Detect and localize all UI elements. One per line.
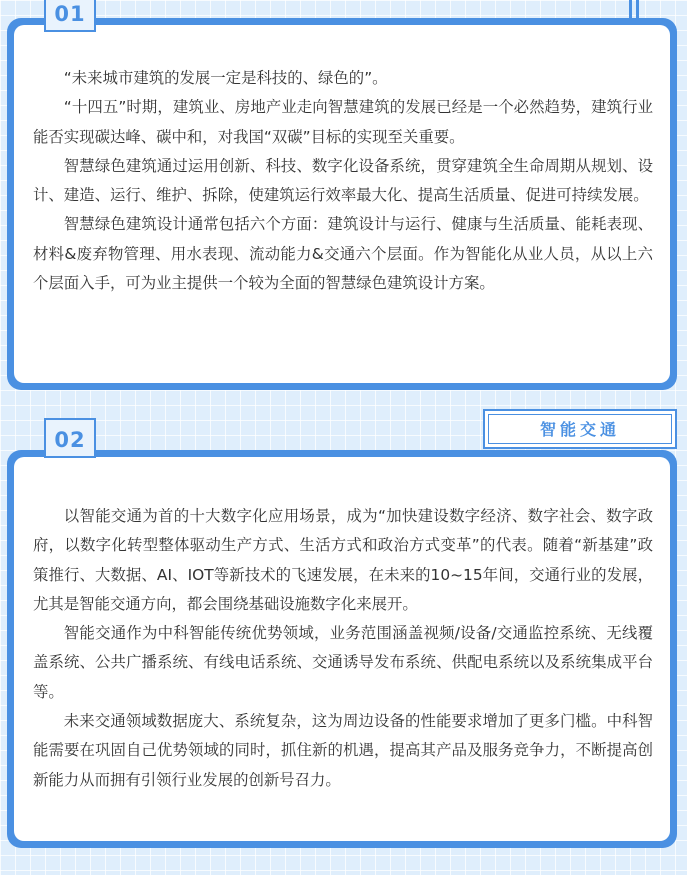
section-number-badge-2: [44, 418, 96, 458]
decorative-bar: [636, 0, 639, 18]
paragraph: “十四五”时期，建筑业、房地产业走向智慧建筑的发展已经是一个必然趋势，建筑行业能否实现碳达峰、碳中和，对我国“双碳”目标的实现至关重要。: [33, 98, 653, 146]
section-number-1: 01: [54, 2, 86, 26]
decorative-bar: [629, 0, 632, 18]
paragraph: 未来交通领域数据庞大、系统复杂，这为周边设备的性能要求增加了更多门槛。中科智能需要在巩固自己优势领域的同时，抓住新的机遇，提高其产品及服务竞争力，不断提高创新能力从而拥有引领行业发展的创新号召力。: [33, 712, 653, 789]
section-number-2: 02: [54, 428, 86, 452]
section-2-text: [33, 502, 653, 795]
paragraph: 智能交通作为中科智能传统优势领域，业务范围涵盖视频/设备/交通监控系统、无线覆盖系统、公共广播系统、有线电话系统、交通诱导发布系统、供配电系统以及系统集成平台等。: [33, 624, 653, 701]
paragraph: 智慧绿色建筑通过运用创新、科技、数字化设备系统，贯穿建筑全生命周期从规划、设计、建造、运行、维护、拆除，使建筑运行效率最大化、提高生活质量、促进可持续发展。: [33, 156, 653, 205]
paragraph: 以智能交通为首的十大数字化应用场景，成为“加快建设数字经济、数字社会、数字政府，以数字化转型整体驱动生产方式、生活方式和政治方式变革”的代表。随着“新基建”政策推行、大数据、AI、IOT等新技术的飞速发展，在未来的10~15年间，交通行业的发展，尤其是智能交通方向，都会围绕基础设施数字化来展开。: [33, 507, 653, 613]
section-1-text: [33, 64, 653, 298]
paragraph: 智慧绿色建筑设计通常包括六个方面：建筑设计与运行、健康与生活质量、能耗表现、材料&废弃物管理、用水表现、流动能力&交通六个层面。作为智能化从业人员，从以上六个层面入手，可为业主提供一个较为全面的智慧绿色建筑设计方案。: [33, 215, 653, 293]
section-title-2: 智能交通: [539, 420, 620, 439]
section-title-box-2: [483, 409, 677, 449]
section-number-badge-1: [44, 0, 96, 32]
paragraph: “未来城市建筑的发展一定是科技的、绿色的”。: [63, 69, 388, 87]
